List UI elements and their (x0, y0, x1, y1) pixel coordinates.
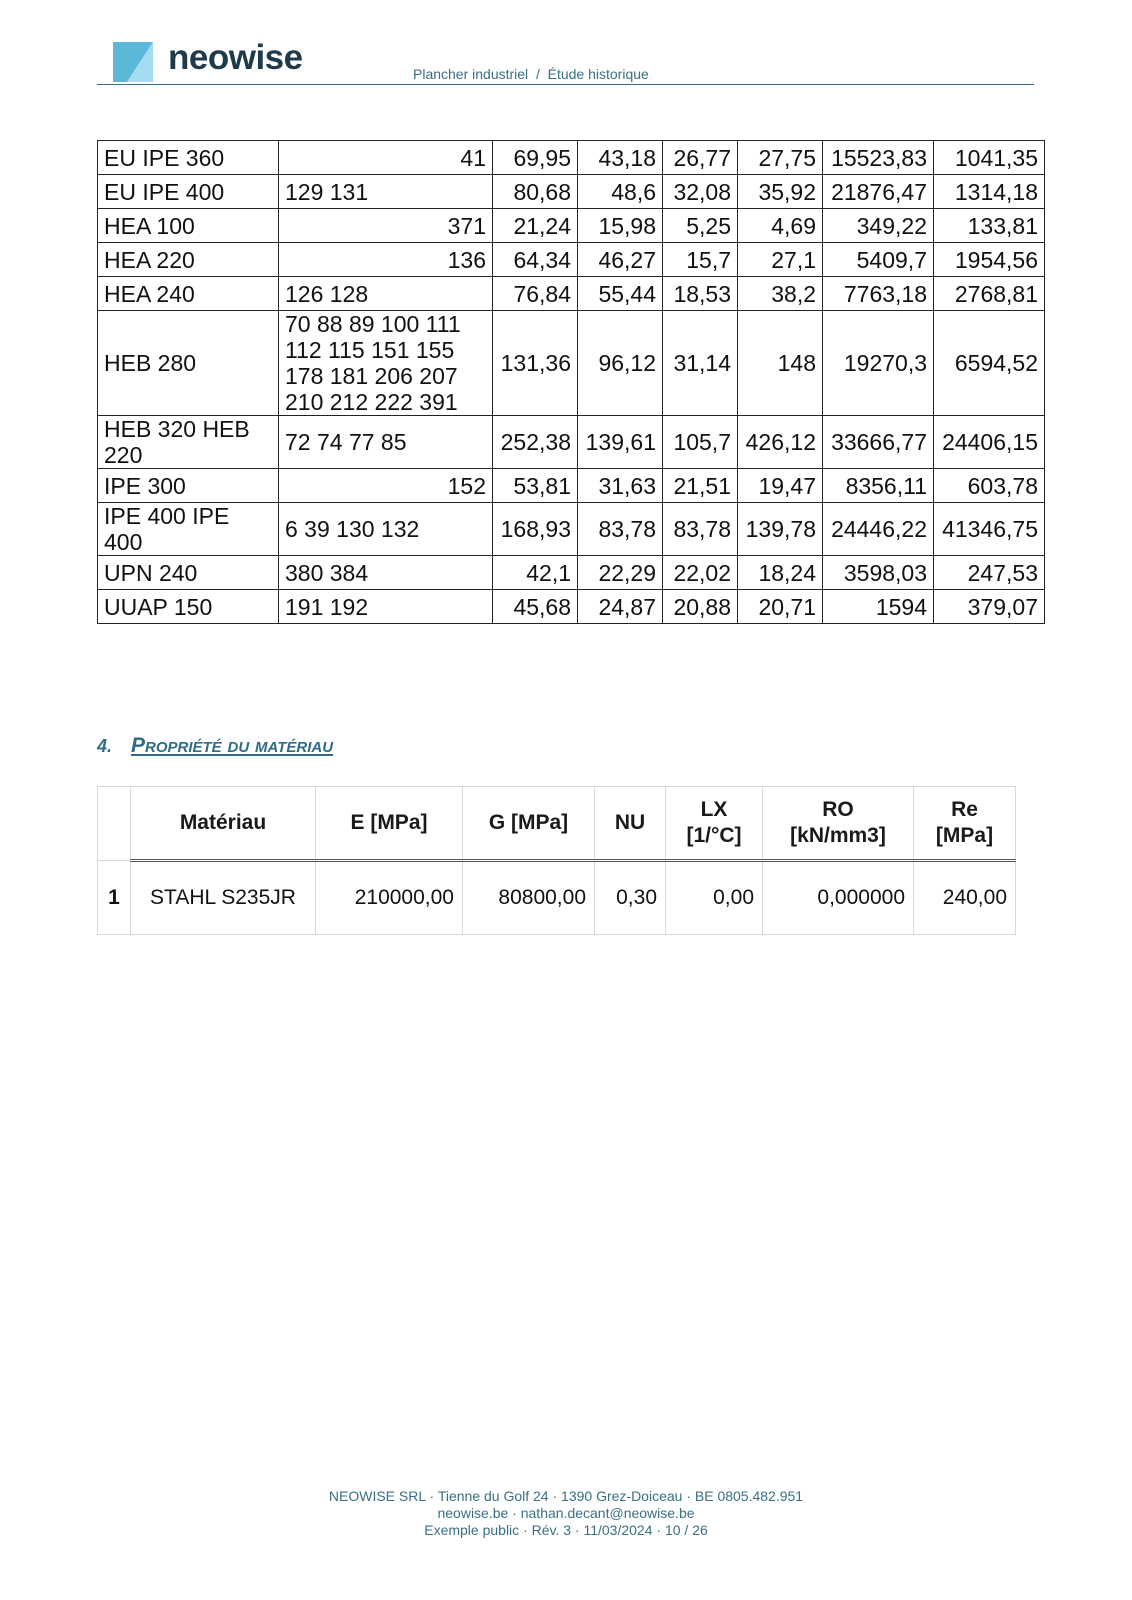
profile-value-c3: 83,78 (663, 503, 738, 556)
re-header (914, 787, 1016, 861)
profile-value-c4: 4,69 (738, 209, 823, 243)
profile-nodes: 191 192 (279, 590, 493, 624)
lx-header (666, 787, 763, 861)
neowise-logo-icon (113, 42, 153, 82)
material-name: STAHL S235JR (131, 861, 316, 935)
material-re: 240,00 (914, 861, 1016, 935)
profile-value-c2: 15,98 (578, 209, 663, 243)
profile-value-c1: 252,38 (493, 416, 578, 469)
material-g: 80800,00 (463, 861, 595, 935)
profile-value-c1: 168,93 (493, 503, 578, 556)
profile-value-c1: 64,34 (493, 243, 578, 277)
profiles-table (97, 140, 1045, 624)
profile-nodes: 6 39 130 132 (279, 503, 493, 556)
re-header-line1: Re (951, 798, 978, 821)
material-table-header-row (98, 787, 1016, 861)
profile-nodes: 72 74 77 85 (279, 416, 493, 469)
profile-value-c6: 6594,52 (934, 311, 1045, 416)
profile-value-c1: 80,68 (493, 175, 578, 209)
ro-header (763, 787, 914, 861)
profile-value-c5: 24446,22 (823, 503, 934, 556)
profile-nodes: 70 88 89 100 111 112 115 151 155 178 181 206 207 210 212 222 391 (279, 311, 493, 416)
section-number: 4. (97, 736, 113, 756)
material-nu: 0,30 (595, 861, 666, 935)
profile-value-c6: 1314,18 (934, 175, 1045, 209)
profile-value-c6: 24406,15 (934, 416, 1045, 469)
footer-company-line: NEOWISE SRL · Tienne du Golf 24 · 1390 Grez-Doiceau · BE 0805.482.951 (328, 1488, 804, 1504)
profile-nodes: 136 (279, 243, 493, 277)
profile-value-c2: 46,27 (578, 243, 663, 277)
profile-value-c4: 35,92 (738, 175, 823, 209)
profile-value-c1: 53,81 (493, 469, 578, 503)
profile-name: UUAP 150 (98, 590, 279, 624)
profile-value-c2: 55,44 (578, 277, 663, 311)
brand-name: neowise (168, 38, 303, 77)
profile-value-c6: 1954,56 (934, 243, 1045, 277)
profile-value-c6: 133,81 (934, 209, 1045, 243)
profile-value-c2: 96,12 (578, 311, 663, 416)
profile-value-c1: 42,1 (493, 556, 578, 590)
profile-name: HEA 100 (98, 209, 279, 243)
profile-value-c4: 139,78 (738, 503, 823, 556)
e-header: E [MPa] (316, 787, 463, 861)
profile-value-c1: 131,36 (493, 311, 578, 416)
profile-row (98, 277, 1045, 311)
footer-revision-line: Exemple public · Rév. 3 · 11/03/2024 · 10 / 26 (424, 1522, 708, 1538)
profile-value-c3: 31,14 (663, 311, 738, 416)
profile-value-c5: 5409,7 (823, 243, 934, 277)
profile-name: IPE 300 (98, 469, 279, 503)
profile-value-c5: 15523,83 (823, 141, 934, 175)
profile-value-c2: 31,63 (578, 469, 663, 503)
profile-name: HEA 220 (98, 243, 279, 277)
profile-value-c2: 48,6 (578, 175, 663, 209)
profile-value-c5: 19270,3 (823, 311, 934, 416)
profile-nodes: 152 (279, 469, 493, 503)
profile-value-c3: 21,51 (663, 469, 738, 503)
profile-row (98, 243, 1045, 277)
profile-value-c3: 20,88 (663, 590, 738, 624)
material-index: 1 (98, 861, 131, 935)
profile-row (98, 311, 1045, 416)
profile-row (98, 556, 1045, 590)
profile-value-c3: 15,7 (663, 243, 738, 277)
index-header (98, 787, 131, 861)
profile-value-c3: 32,08 (663, 175, 738, 209)
profile-name: HEA 240 (98, 277, 279, 311)
ro-header-line1: RO (822, 798, 854, 821)
material-table (97, 786, 1016, 935)
profile-value-c4: 19,47 (738, 469, 823, 503)
profile-row (98, 416, 1045, 469)
profile-row (98, 503, 1045, 556)
profile-value-c2: 139,61 (578, 416, 663, 469)
profile-name: IPE 400 IPE 400 (98, 503, 279, 556)
profile-value-c2: 83,78 (578, 503, 663, 556)
profile-value-c4: 18,24 (738, 556, 823, 590)
footer-contact-line: neowise.be · nathan.decant@neowise.be (437, 1505, 695, 1521)
profile-row (98, 175, 1045, 209)
profile-value-c5: 349,22 (823, 209, 934, 243)
profile-value-c1: 21,24 (493, 209, 578, 243)
profile-nodes: 129 131 (279, 175, 493, 209)
profile-value-c5: 33666,77 (823, 416, 934, 469)
profile-nodes: 126 128 (279, 277, 493, 311)
profile-value-c5: 3598,03 (823, 556, 934, 590)
profile-value-c2: 22,29 (578, 556, 663, 590)
profile-name: UPN 240 (98, 556, 279, 590)
profile-value-c6: 247,53 (934, 556, 1045, 590)
profile-row (98, 469, 1045, 503)
material-ro: 0,000000 (763, 861, 914, 935)
profile-value-c4: 148 (738, 311, 823, 416)
profile-value-c6: 41346,75 (934, 503, 1045, 556)
lx-header-line1: LX (700, 798, 728, 821)
profile-value-c5: 21876,47 (823, 175, 934, 209)
ro-header-line2: [kN/mm3] (790, 824, 886, 847)
profile-nodes: 41 (279, 141, 493, 175)
profile-value-c4: 20,71 (738, 590, 823, 624)
profile-row (98, 590, 1045, 624)
profile-value-c3: 105,7 (663, 416, 738, 469)
profile-name: EU IPE 400 (98, 175, 279, 209)
profile-name: HEB 280 (98, 311, 279, 416)
re-header-line2: [MPa] (935, 824, 994, 847)
profile-value-c6: 2768,81 (934, 277, 1045, 311)
material-header: Matériau (131, 787, 316, 861)
profile-value-c5: 7763,18 (823, 277, 934, 311)
profile-value-c3: 22,02 (663, 556, 738, 590)
profile-row (98, 209, 1045, 243)
profile-value-c2: 24,87 (578, 590, 663, 624)
profile-value-c3: 26,77 (663, 141, 738, 175)
lx-header-line2: [1/°C] (686, 824, 742, 847)
profile-nodes: 371 (279, 209, 493, 243)
profile-value-c5: 8356,11 (823, 469, 934, 503)
section-title: Propriété du matériau (131, 734, 334, 757)
profile-value-c4: 27,75 (738, 141, 823, 175)
header-subtitle: Plancher industriel / Étude historique (413, 66, 649, 82)
profile-value-c6: 603,78 (934, 469, 1045, 503)
profile-name: EU IPE 360 (98, 141, 279, 175)
page-footer (0, 1488, 1132, 1539)
profile-row (98, 141, 1045, 175)
profile-value-c6: 1041,35 (934, 141, 1045, 175)
profiles-table-body (98, 141, 1045, 624)
profile-value-c4: 426,12 (738, 416, 823, 469)
material-row (98, 861, 1016, 935)
profile-value-c5: 1594 (823, 590, 934, 624)
profile-value-c4: 27,1 (738, 243, 823, 277)
profile-nodes: 380 384 (279, 556, 493, 590)
nu-header: NU (595, 787, 666, 861)
material-lx: 0,00 (666, 861, 763, 935)
section-heading (97, 734, 333, 758)
profile-value-c2: 43,18 (578, 141, 663, 175)
g-header: G [MPa] (463, 787, 595, 861)
profile-value-c6: 379,07 (934, 590, 1045, 624)
profile-value-c3: 5,25 (663, 209, 738, 243)
profile-value-c4: 38,2 (738, 277, 823, 311)
profile-value-c1: 69,95 (493, 141, 578, 175)
profile-value-c1: 76,84 (493, 277, 578, 311)
material-e: 210000,00 (316, 861, 463, 935)
profile-value-c3: 18,53 (663, 277, 738, 311)
profile-value-c1: 45,68 (493, 590, 578, 624)
header-divider (97, 84, 1034, 85)
profile-name: HEB 320 HEB 220 (98, 416, 279, 469)
